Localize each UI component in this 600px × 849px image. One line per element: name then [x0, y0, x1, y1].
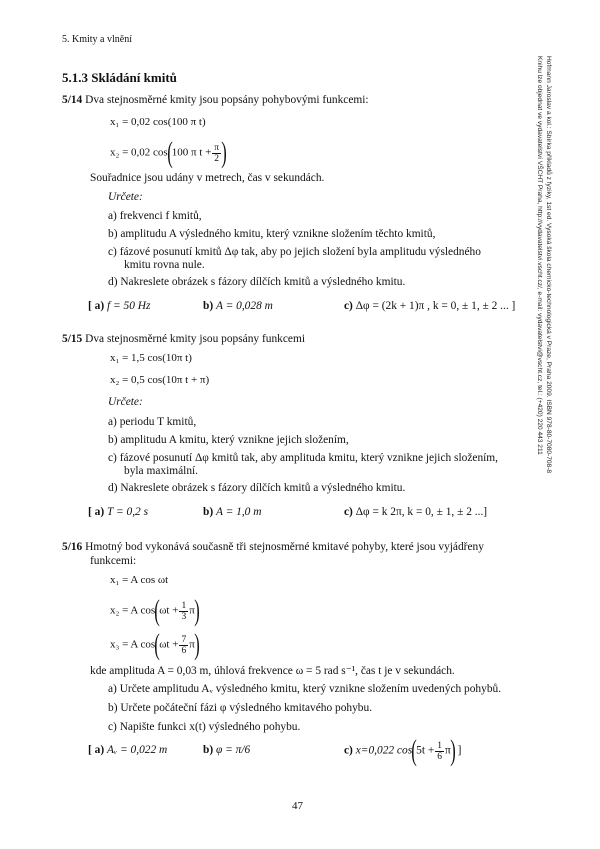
answer-b: b) φ = π/6 [203, 744, 251, 756]
problem-number: 5/14 [62, 94, 83, 106]
page-number: 47 [292, 800, 303, 812]
answer-c: c) Δφ = k 2π, k = 0, ± 1, ± 2 ...] [344, 506, 488, 518]
citation-line-1: Hofmann Jaroslav a kol.: Sbírka příkladů z fyziky, 1st ed. Vysoká škola chemicko-technologická v Praze, Praha 2009. ISBN 978-80-7080-708-8 [545, 56, 552, 474]
problem-5-16-intro: 5/16 Hmotný bod vykonává současně tři stejnosměrné kmitavé pohyby, které jsou vyjádřeny [62, 541, 484, 553]
task-c: c) fázové posunutí kmitů Δφ tak, aby po jejich složení byla amplitudu výsledného [108, 246, 481, 258]
equation-x2: x₂ = 0,5 cos(10π t + π) [110, 374, 210, 386]
answer-c: c) Δφ = (2k + 1)π , k = 0, ± 1, ± 2 ... ] [344, 300, 516, 312]
task-heading: Určete: [108, 396, 143, 408]
citation-line-2: Knihu lze objednat ve vydavatelství VŠCHT Praha, http://vydavatelstvi.vscht.cz/, e-mail: vydavatelstvi@vscht.cz, tel.: (+420) 220 443 211 [536, 56, 543, 455]
answer-c: c) x=0,022 cos(5t + $\frac{1}{6}$ π) ] [344, 734, 462, 767]
equation-x1: x₁ = 0,02 cos(100 π t) [110, 116, 206, 128]
answer-b: b) A = 0,028 m [203, 300, 273, 312]
task-b: b) amplitudu A kmitu, který vznikne jejich složením, [108, 434, 349, 446]
problem-5-14-intro: 5/14 Dva stejnosměrné kmity jsou popsány pohybovými funkcemi: [62, 94, 369, 106]
task-c: c) Napište funkci x(t) výsledného pohybu. [108, 721, 301, 733]
units-note: Souřadnice jsou udány v metrech, čas v sekundách. [90, 172, 325, 184]
task-a: a) frekvenci f kmitů, [108, 210, 202, 222]
task-c-cont: kmitu rovna nule. [124, 259, 205, 271]
equation-x2: x₂ = A cos(ωt + $\frac{1}{3}$ π) [110, 594, 200, 627]
task-a: a) Určete amplitudu Aᵥ výsledného kmitu, který vznikne složením uvedených pohybů. [108, 683, 502, 695]
running-header: 5. Kmity a vlnění [62, 34, 132, 45]
fraction: $\frac{1}{3}$ [181, 600, 187, 622]
task-d: d) Nakreslete obrázek s fázory dílčích kmitů a výsledného kmitu. [108, 276, 406, 288]
task-c-cont: byla maximální. [124, 465, 199, 477]
equation-x3: x₃ = A cos(ωt + $\frac{7}{6}$ π) [110, 628, 200, 661]
answer-a: [ a) Aᵥ = 0,022 m [88, 744, 168, 756]
answer-a: [ a) f = 50 Hz [88, 300, 151, 312]
task-heading: Určete: [108, 191, 143, 203]
problem-5-16-intro-cont: funkcemi: [90, 555, 137, 567]
answer-b: b) A = 1,0 m [203, 506, 262, 518]
task-a: a) periodu T kmitů, [108, 416, 197, 428]
fraction: $\frac{7}{6}$ [181, 634, 187, 656]
task-c: c) fázové posunutí Δφ kmitů tak, aby amplituda kmitu, který vznikne jejich složením, [108, 452, 499, 464]
citation-sidebar [529, 56, 553, 636]
task-d: d) Nakreslete obrázek s fázory dílčích kmitů a výsledného kmitu. [108, 482, 406, 494]
problem-5-15-intro: 5/15 Dva stejnosměrné kmity jsou popsány funkcemi [62, 333, 305, 345]
answer-a: [ a) T = 0,2 s [88, 506, 149, 518]
problem-number: 5/16 [62, 541, 83, 553]
equation-x1: x₁ = A cos ωt [110, 574, 169, 586]
task-b: b) amplitudu A výsledného kmitu, který vznikne složením těchto kmitů, [108, 228, 436, 240]
problem-number: 5/15 [62, 333, 83, 345]
given-values: kde amplituda A = 0,03 m, úhlová frekvence ω = 5 rad s⁻¹, čas t je v sekundách. [90, 665, 455, 677]
fraction: $\frac{1}{6}$ [437, 740, 443, 762]
equation-x1: x₁ = 1,5 cos(10π t) [110, 352, 192, 364]
equation-x2: x₂ = 0,02 cos(100 π t + $\frac{\pi}{2}$ ) [110, 136, 227, 169]
fraction: $\frac{\pi}{2}$ [214, 142, 220, 164]
section-title: 5.1.3 Skládání kmitů [62, 70, 177, 85]
task-b: b) Určete počáteční fázi φ výsledného kmitavého pohybu. [108, 702, 373, 714]
